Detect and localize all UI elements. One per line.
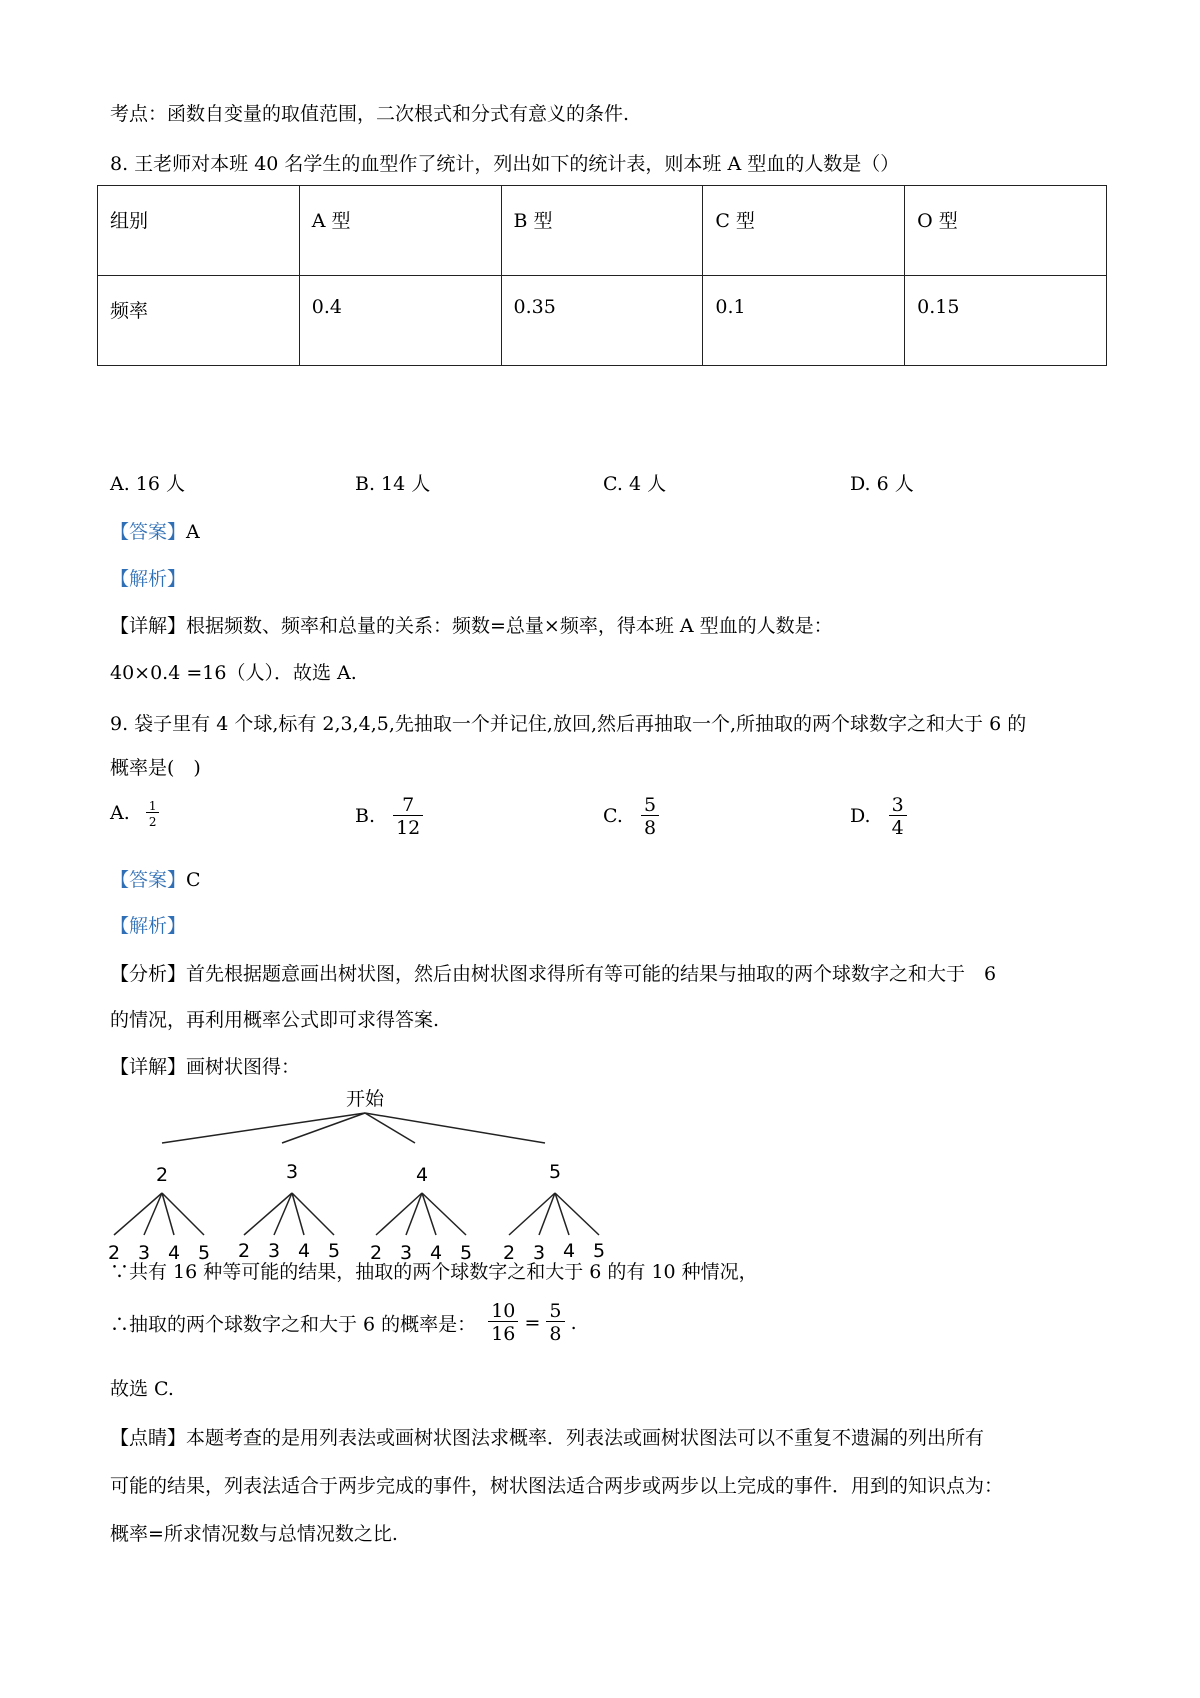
q8-answer xyxy=(110,520,200,544)
tree-diagram xyxy=(100,1085,620,1265)
tree-leaf-label: 5 xyxy=(459,1242,473,1264)
q9-analysis-2: 的情况，再利用概率公式即可求得答案. xyxy=(110,1009,440,1031)
fraction-numerator: 3 xyxy=(891,794,904,816)
tree-leaf-label: 4 xyxy=(297,1240,311,1262)
option-label: D. xyxy=(850,805,871,827)
therefore-line xyxy=(110,1302,577,1344)
q9-analysis-1: 【分析】首先根据题意画出树状图，然后由树状图求得所有等可能的结果与抽取的两个球数字之和大于 6 xyxy=(110,963,997,985)
tree-leaf-label: 3 xyxy=(532,1242,546,1264)
tree-leaf-label: 5 xyxy=(327,1240,341,1262)
tree-edge xyxy=(244,1193,292,1235)
table-cell: 0.1 xyxy=(703,276,905,366)
fraction-denominator: 16 xyxy=(488,1321,518,1344)
fraction xyxy=(488,1302,518,1344)
tree-leaf-label: 5 xyxy=(592,1240,606,1262)
q8-detail-1: 【详解】根据频数、频率和总量的关系：频数=总量×频率，得本班 A 型血的人数是： xyxy=(110,615,833,637)
equals-sign: = xyxy=(524,1312,541,1334)
table-cell: 0.4 xyxy=(299,276,501,366)
tree-leaf-label: 4 xyxy=(167,1242,181,1264)
q8-option-b: B. 14 人 xyxy=(355,473,431,495)
answer-value: C xyxy=(186,869,201,891)
tree-edge xyxy=(274,1193,292,1235)
table-cell: O 型 xyxy=(905,186,1107,276)
answer-tag: 【答案】 xyxy=(110,869,187,891)
table-cell: B 型 xyxy=(501,186,703,276)
question-8-text: 8. 王老师对本班 40 名学生的血型作了统计，列出如下的统计表，则本班 A 型血的人数是（） xyxy=(110,153,900,175)
question-9-line-2: 概率是( ) xyxy=(110,757,201,779)
tree-lines xyxy=(114,1113,599,1235)
because-line: ∵共有 16 种等可能的结果，抽取的两个球数字之和大于 6 的有 10 种情况， xyxy=(110,1261,758,1283)
fraction-numerator: 5 xyxy=(643,794,657,816)
q8-option-a: A. 16 人 xyxy=(110,473,186,495)
kaodian-line: 考点：函数自变量的取值范围，二次根式和分式有意义的条件. xyxy=(110,103,630,125)
fraction xyxy=(146,800,160,828)
q9-answer xyxy=(110,868,201,892)
tree-leaf-label: 3 xyxy=(399,1242,413,1264)
therefore-text: ∴抽取的两个球数字之和大于 6 的概率是： xyxy=(110,1313,477,1336)
tree-root-label: 开始 xyxy=(345,1088,385,1110)
tree-edge xyxy=(376,1193,422,1235)
option-label: A. xyxy=(110,802,130,824)
q9-option-c xyxy=(603,796,659,838)
fraction-numerator: 5 xyxy=(549,1300,562,1322)
tree-leaf-label: 3 xyxy=(267,1240,281,1262)
q8-option-c: C. 4 人 xyxy=(603,473,667,495)
table-row xyxy=(98,276,1107,366)
fraction-numerator: 10 xyxy=(491,1300,516,1322)
tree-edge xyxy=(144,1193,162,1235)
fraction-denominator: 8 xyxy=(641,815,659,838)
fraction-denominator: 4 xyxy=(889,815,907,838)
fraction xyxy=(546,1302,564,1344)
tree-edge xyxy=(162,1113,365,1143)
fraction xyxy=(641,796,659,838)
q9-option-b xyxy=(355,796,423,838)
q9-option-d xyxy=(850,796,907,838)
q8-jiexi-tag: 【解析】 xyxy=(110,568,187,590)
tree-edge xyxy=(365,1113,545,1143)
q8-detail-2: 40×0.4 =16（人）．故选 A. xyxy=(110,662,357,684)
tree-leaf-label: 4 xyxy=(429,1242,443,1264)
fraction-denominator: 8 xyxy=(546,1321,564,1344)
comment-line-2: 可能的结果，列表法适合于两步完成的事件，树状图法适合两步或两步以上完成的事件．用到的知识点为： xyxy=(110,1475,1004,1497)
tree-edge xyxy=(114,1193,162,1235)
table-cell: 0.35 xyxy=(501,276,703,366)
tree-branch-label: 3 xyxy=(285,1161,299,1183)
tree-edge xyxy=(509,1193,555,1235)
tree-leaf-label: 2 xyxy=(369,1242,383,1264)
fraction-denominator: 2 xyxy=(146,812,160,828)
q9-option-a xyxy=(110,800,159,828)
tree-leaf-label: 5 xyxy=(197,1242,211,1264)
fraction xyxy=(393,796,423,838)
tree-leaf-label: 2 xyxy=(107,1242,121,1264)
q9-jiexi-tag: 【解析】 xyxy=(110,915,187,937)
table-header-row xyxy=(98,186,1107,276)
option-label: B. xyxy=(355,805,376,827)
q8-option-d: D. 6 人 xyxy=(850,473,914,495)
table-cell: 频率 xyxy=(98,276,300,366)
fraction-numerator: 7 xyxy=(402,794,415,816)
table-cell: C 型 xyxy=(703,186,905,276)
tree-branch-label: 5 xyxy=(548,1161,562,1183)
tree-leaf-label: 4 xyxy=(562,1240,576,1262)
period: . xyxy=(570,1312,577,1334)
fraction-denominator: 12 xyxy=(393,815,423,838)
q9-detail: 【详解】画树状图得： xyxy=(110,1056,301,1078)
table-cell: 0.15 xyxy=(905,276,1107,366)
comment-line-3: 概率=所求情况数与总情况数之比. xyxy=(110,1523,398,1545)
tree-leaf-label: 2 xyxy=(237,1240,251,1262)
choose-line: 故选 C. xyxy=(110,1378,174,1400)
answer-tag: 【答案】 xyxy=(110,521,187,543)
tree-branch-label: 2 xyxy=(155,1164,169,1186)
tree-branch-label: 4 xyxy=(415,1164,429,1186)
table-cell: A 型 xyxy=(299,186,501,276)
fraction xyxy=(889,796,907,838)
answer-value: A xyxy=(186,521,200,543)
option-label: C. xyxy=(603,805,623,827)
tree-edge xyxy=(282,1113,365,1143)
table-cell: 组别 xyxy=(98,186,300,276)
fraction-numerator: 1 xyxy=(148,799,157,813)
tree-leaves-group-2 xyxy=(238,1240,340,1262)
tree-leaf-label: 2 xyxy=(502,1242,516,1264)
blood-type-table xyxy=(97,185,1107,366)
comment-line-1: 【点睛】本题考查的是用列表法或画树状图法求概率．列表法或画树状图法可以不重复不遗漏的列出所有 xyxy=(110,1427,985,1449)
question-9-line-1: 9. 袋子里有 4 个球,标有 2,3,4,5,先抽取一个并记住,放回,然后再抽取一个,所抽取的两个球数字之和大于 6 的 xyxy=(110,713,1027,735)
tree-leaf-label: 3 xyxy=(137,1242,151,1264)
